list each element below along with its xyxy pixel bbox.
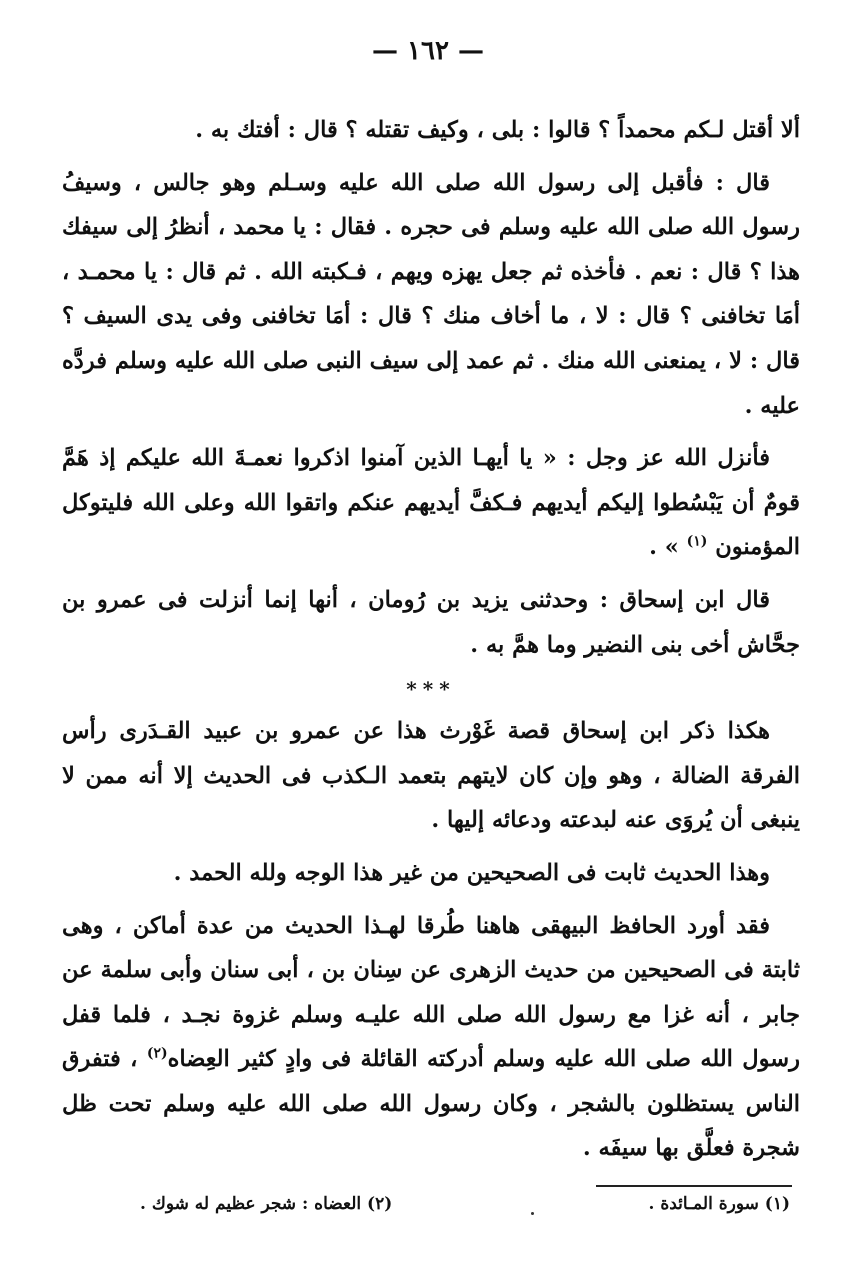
footnote-1: (١) سورة المـائدة . — [648, 1194, 790, 1214]
page-number: — ١٦٢ — — [371, 36, 485, 66]
paragraph-7 — [62, 904, 800, 1172]
paragraph-3 — [62, 436, 800, 570]
quran-verse-text: فأنزل الله عز وجل : « يا أيهـا الذين آمنوا اذكروا نعمـةَ الله عليكم إذ هَمَّ قومٌ أن يَبْسُطوا إليكم أيديهم فـكفَّ أيديهم عنكم واتقوا الله وعلى الله فليتوكل المؤمنون — [62, 445, 800, 561]
section-separator: *** — [406, 677, 456, 702]
body-text — [62, 108, 800, 1171]
quote-close: » . — [649, 534, 687, 561]
paragraph-7-tail: ، فتفرق الناس يستظلون بالشجر ، وكان رسول الله صلى الله عليه وسلم تحت ظل شجرة فعلَّق بها سيفَه . — [62, 1046, 800, 1162]
footnote-2: (٢) العضاه : شجر عظيم له شوك . — [140, 1194, 393, 1214]
paragraph-6: وهذا الحديث ثابت فى الصحيحين من غير هذا الوجه ولله الحمد . — [173, 859, 770, 886]
paragraph-5: هكذا ذكر ابن إسحاق قصة غَوْرث هذا عن عمرو بن عبيد القـدَرى رأس الفرقة الضالة ، وهو وإن كان لايتهم بتعمد الـكذب فى الحديث إلا أنه ممن لا ينبغى أن يُروَى عنه لبدعته ودعائه إليها . — [62, 718, 800, 834]
footnote-marker-2: (٢) — [146, 1045, 168, 1062]
paragraph-2: قال : فأقبل إلى رسول الله صلى الله عليه وسـلم وهو جالس ، وسيفُ رسول الله صلى الله عليه وسلم فى حجره . فقال : يا محمد ، أنظرُ إلى سيفك هذا ؟ قال : نعم . فأخذه ثم جعل يهزه ويهم ، فـكبته الله . ثم قال : يا محمـد ، أمَا تخافنى ؟ قال : لا ، ما أخاف منك ؟ قال : أمَا تخافنى وفى يدى السيف ؟ قال : لا ، يمنعنى الله منك . ثم عمد إلى سيف النبى صلى الله عليه وسلم فردَّه عليه . — [62, 169, 800, 419]
paragraph-1: ألا أقتل لـكم محمداً ؟ قالوا : بلى ، وكيف تقتله ؟ قال : أفتك به . — [195, 117, 800, 143]
paragraph-7-text: فقد أورد الحافظ البيهقى هاهنا طُرقا لهـذا الحديث من عدة أماكن ، وهى ثابتة فى الصحيحين من حديث الزهرى عن سِنان بن ، أبى سنان وأبى سلمة عن جابر ، أنه غزا مع رسول الله صلى الله عليـه وسلم غزوة نجـد ، فلما قفل رسول الله صلى الله عليه وسلم أدركته القائلة فى وادٍ كثير العِضاه — [62, 912, 800, 1073]
footnote-divider — [596, 1185, 792, 1187]
footnote-marker-1: (١) — [686, 533, 708, 550]
paragraph-4: قال ابن إسحاق : وحدثنى يزيد بن رُومان ، أنها إنما أنزلت فى عمرو بن جحَّاش أخى بنى النضير وما همَّ به . — [62, 586, 800, 658]
footnotes — [140, 1194, 790, 1214]
